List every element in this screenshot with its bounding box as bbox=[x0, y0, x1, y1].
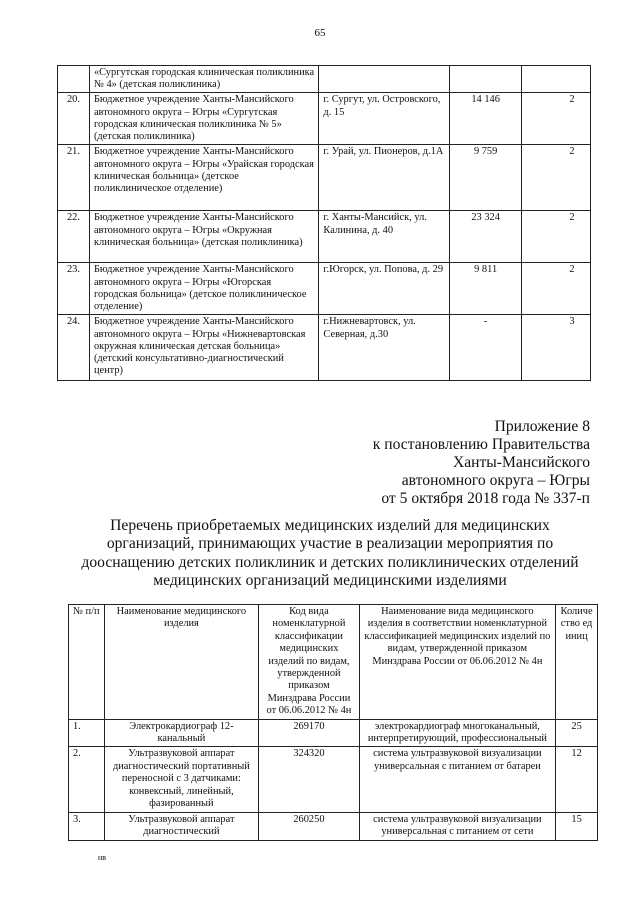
row-number: 3. bbox=[69, 812, 105, 840]
appendix-line: автономного округа – Югры bbox=[401, 472, 590, 489]
facility-count: 3 bbox=[522, 315, 591, 381]
appendix-header bbox=[373, 418, 590, 508]
facility-address bbox=[319, 66, 450, 93]
table-row bbox=[58, 211, 591, 263]
device-code: 324320 bbox=[259, 747, 359, 812]
facility-value: - bbox=[450, 315, 522, 381]
facility-name: Бюджетное учреждение Ханты-Мансийского автономного округа – Югры «Югорская городская больница» (детское поликлиническое отделение) bbox=[89, 263, 318, 315]
appendix-line: к постановлению Правительства bbox=[372, 436, 590, 453]
document-title: Перечень приобретаемых медицинских изделий для медицинских организаций, принимающих участие в реализации мероприятия по дооснащению детских поликлиник и детских поликлинических отделений медицинских организаций медицинскими изделиями bbox=[81, 517, 579, 590]
row-number: 2. bbox=[69, 747, 105, 812]
facility-address: г.Югорск, ул. Попова, д. 29 bbox=[319, 263, 450, 315]
facility-name: Бюджетное учреждение Ханты-Мансийского автономного округа – Югры «Окружная клиническая больница» (детская поликлиника) bbox=[89, 211, 318, 263]
facility-address: г. Урай, ул. Пионеров, д.1А bbox=[319, 145, 450, 211]
table-row bbox=[58, 263, 591, 315]
device-qty: 12 bbox=[556, 747, 598, 812]
facility-value: 14 146 bbox=[450, 93, 522, 145]
medical-devices-table bbox=[68, 604, 598, 841]
table-row bbox=[58, 66, 591, 93]
header-code: Код вида номенклатурной классификации медицинских изделий по видам, утвержденной приказом Минздрава России от 06.06.2012 № 4н bbox=[259, 605, 359, 720]
facility-address: г. Ханты-Мансийск, ул. Калинина, д. 40 bbox=[319, 211, 450, 263]
device-kind: система ультразвуковой визуализации универсальная с питанием от батареи bbox=[359, 747, 556, 812]
facility-count bbox=[522, 66, 591, 93]
table-row bbox=[69, 719, 598, 747]
facility-name: Бюджетное учреждение Ханты-Мансийского автономного округа – Югры «Урайская городская клиническая больница» (детское поликлиническое отделение) bbox=[89, 145, 318, 211]
facility-count: 2 bbox=[522, 93, 591, 145]
facility-value: 23 324 bbox=[450, 211, 522, 263]
facility-count: 2 bbox=[522, 145, 591, 211]
table-row bbox=[58, 93, 591, 145]
table-row bbox=[58, 315, 591, 381]
header-num: № п/п bbox=[69, 605, 105, 720]
facility-count: 2 bbox=[522, 263, 591, 315]
row-number: 22. bbox=[58, 211, 90, 263]
header-name: Наименование медицинского изделия bbox=[104, 605, 259, 720]
facility-value: 9 759 bbox=[450, 145, 522, 211]
facility-value bbox=[450, 66, 522, 93]
device-qty: 15 bbox=[556, 812, 598, 840]
appendix-line: Приложение 8 bbox=[494, 418, 590, 435]
row-number: 21. bbox=[58, 145, 90, 211]
facility-count: 2 bbox=[522, 211, 591, 263]
header-kind: Наименование вида медицинского изделия в соответствии номенклатурной классификацией медицинских изделий по видам, утвержденной приказом Минздрава России от 06.06.2012 № 4н bbox=[359, 605, 556, 720]
appendix-line: Ханты-Мансийского bbox=[452, 454, 590, 471]
page-number: 65 bbox=[314, 27, 326, 39]
row-number: 20. bbox=[58, 93, 90, 145]
device-name: Ультразвуковой аппарат диагностический портативный переносной с 3 датчиками: конвексный, линейный, фазированный bbox=[104, 747, 259, 812]
facility-name: «Сургутская городская клиническая поликлиника № 4» (детская поликлиника) bbox=[89, 66, 318, 93]
appendix-line: от 5 октября 2018 года № 337-п bbox=[381, 490, 590, 507]
device-name: Электрокардиограф 12-канальный bbox=[104, 719, 259, 747]
facilities-table bbox=[57, 65, 591, 381]
device-code: 260250 bbox=[259, 812, 359, 840]
facility-value: 9 811 bbox=[450, 263, 522, 315]
row-number: 1. bbox=[69, 719, 105, 747]
device-name: Ультразвуковой аппарат диагностический bbox=[104, 812, 259, 840]
device-qty: 25 bbox=[556, 719, 598, 747]
facility-name: Бюджетное учреждение Ханты-Мансийского автономного округа – Югры «Нижневартовская окружная клиническая детская больница» (детский консультативно-диагностический центр) bbox=[89, 315, 318, 381]
row-number: 23. bbox=[58, 263, 90, 315]
facility-address: г. Сургут, ул. Островского, д. 15 bbox=[319, 93, 450, 145]
device-kind: система ультразвуковой визуализации универсальная с питанием от сети bbox=[359, 812, 556, 840]
table-row bbox=[69, 812, 598, 840]
header-qty: Количество единиц bbox=[556, 605, 598, 720]
table-row bbox=[69, 747, 598, 812]
device-code: 269170 bbox=[259, 719, 359, 747]
facility-name: Бюджетное учреждение Ханты-Мансийского автономного округа – Югры «Сургутская городская клиническая поликлиника № 5» (детская поликлиника) bbox=[89, 93, 318, 145]
row-number: 24. bbox=[58, 315, 90, 381]
table-header-row bbox=[69, 605, 598, 720]
table-row bbox=[58, 145, 591, 211]
row-number bbox=[58, 66, 90, 93]
facility-address: г.Нижневартовск, ул. Северная, д.30 bbox=[319, 315, 450, 381]
device-kind: электрокардиограф многоканальный, интерпретирующий, профессиональный bbox=[359, 719, 556, 747]
footer-mark: нв bbox=[98, 853, 107, 862]
